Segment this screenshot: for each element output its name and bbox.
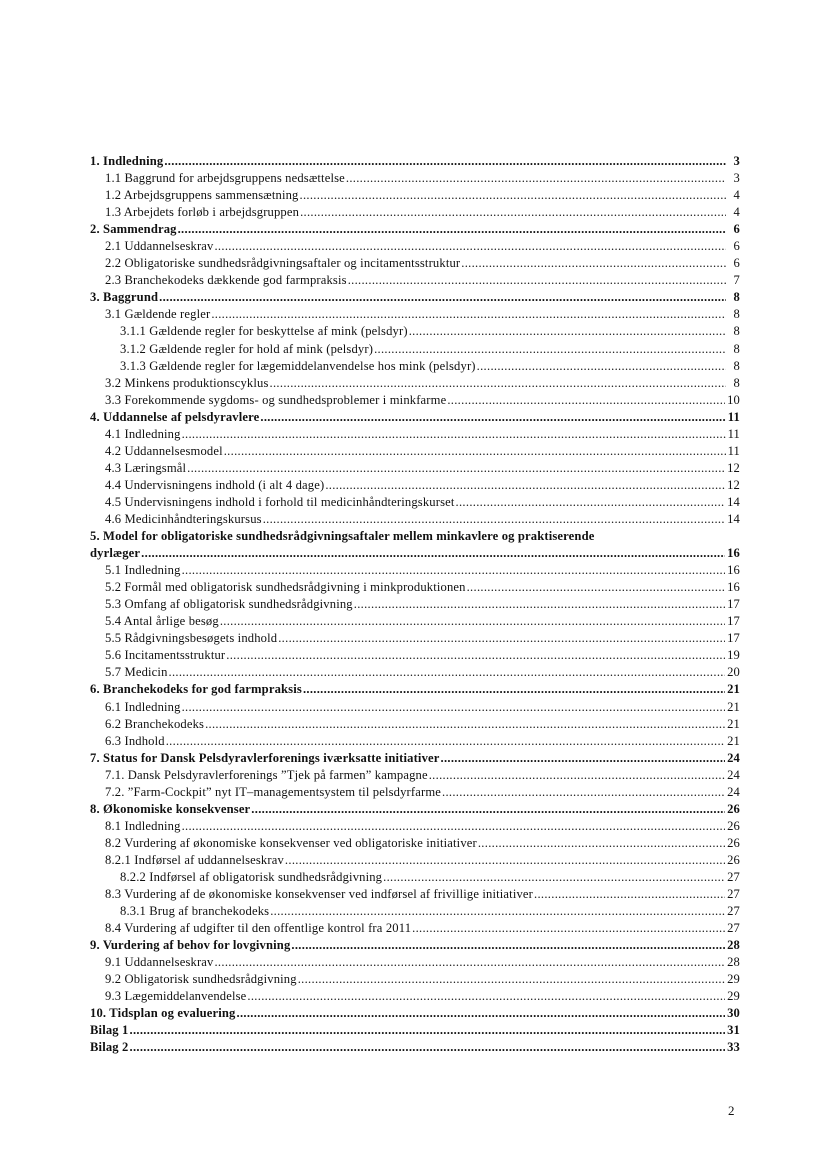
dot-leader [285, 852, 725, 869]
toc-entry[interactable] [90, 494, 740, 511]
toc-entry-page: 21 [727, 699, 740, 714]
toc-entry[interactable] [90, 971, 740, 988]
toc-entry-label: 6.3 Indhold [105, 733, 165, 748]
toc-entry-page: 10 [727, 392, 740, 407]
toc-entry[interactable] [90, 153, 740, 170]
toc-entry-label: 1.3 Arbejdets forløb i arbejdsgruppen [105, 205, 300, 220]
dot-leader [477, 358, 726, 375]
toc-entry-page: 19 [727, 648, 740, 663]
toc-entry-label: 1. Indledning [90, 154, 164, 168]
toc-entry[interactable] [90, 784, 740, 801]
toc-entry-page: 17 [727, 597, 740, 612]
toc-entry-page: 27 [727, 921, 740, 936]
toc-entry[interactable] [90, 426, 740, 443]
toc-entry-page: 6 [733, 222, 740, 237]
toc-entry-label: 6. Branchekodeks for god farmpraksis [90, 682, 302, 697]
toc-entry[interactable] [90, 392, 740, 409]
dot-leader [237, 1005, 726, 1022]
toc-entry-page: 31 [727, 1023, 740, 1038]
dot-leader [251, 801, 725, 818]
toc-entry-label: 5. Model for obligatoriske sundhedsrådgivningsaftaler mellem minkavlere og praktiserende [90, 529, 595, 544]
dot-leader [447, 392, 725, 409]
toc-entry-page: 3 [733, 171, 740, 186]
dot-leader [412, 920, 725, 937]
dot-leader [169, 664, 726, 681]
dot-leader [383, 869, 725, 886]
toc-entry-label: 4.3 Læringsmål [105, 460, 187, 475]
toc-entry-label: 4.6 Medicinhåndteringskursus [105, 511, 262, 526]
toc-entry-page: 24 [727, 767, 740, 782]
toc-entry[interactable] [90, 903, 740, 920]
toc-entry[interactable] [90, 767, 740, 784]
toc-entry-label: 5.4 Antal årlige besøg [105, 614, 219, 629]
toc-entry[interactable] [90, 306, 740, 323]
toc-entry-label: 4.1 Indledning [105, 426, 181, 441]
toc-entry[interactable] [90, 681, 740, 698]
toc-entry-label: 8.3 Vurdering af de økonomiske konsekvenser ved indførsel af frivillige initiativer [105, 887, 533, 902]
toc-entry[interactable] [90, 613, 740, 630]
toc-entry-page: 11 [727, 426, 740, 441]
dot-leader [187, 460, 725, 477]
dot-leader [247, 988, 725, 1005]
toc-entry-continuation[interactable] [90, 545, 740, 562]
toc-entry[interactable] [90, 630, 740, 647]
toc-entry[interactable] [90, 187, 740, 204]
toc-entry-page: 8 [733, 341, 740, 356]
dot-leader [429, 767, 725, 784]
toc-entry-page: 27 [727, 904, 740, 919]
dot-leader [461, 255, 726, 272]
toc-entry-page: 16 [727, 563, 740, 578]
toc-entry[interactable] [90, 699, 740, 716]
table-of-contents [90, 153, 740, 1056]
dot-leader [205, 716, 725, 733]
toc-entry-page: 16 [727, 546, 740, 561]
toc-entry[interactable] [90, 716, 740, 733]
toc-entry[interactable] [90, 733, 740, 750]
toc-entry-page: 4 [733, 205, 740, 220]
toc-entry-page: 27 [727, 887, 740, 902]
dot-leader [456, 494, 726, 511]
toc-entry-page: 21 [727, 733, 740, 748]
toc-entry-label: 10. Tidsplan og evaluering [90, 1006, 236, 1021]
toc-entry[interactable] [90, 664, 740, 681]
toc-entry-label: 4.5 Undervisningens indhold i forhold til medicinhåndteringskurset [105, 494, 455, 509]
dot-leader [214, 954, 725, 971]
toc-entry-page: 26 [727, 818, 740, 833]
dot-leader [224, 443, 726, 460]
toc-entry-page: 8 [733, 324, 740, 339]
toc-entry[interactable] [90, 409, 740, 426]
toc-entry[interactable] [90, 511, 740, 528]
toc-entry-page: 24 [727, 750, 740, 765]
toc-entry-page: 8 [733, 290, 740, 305]
toc-entry-label: 2. Sammendrag [90, 222, 177, 237]
toc-entry-page: 17 [727, 614, 740, 629]
toc-entry[interactable] [90, 1022, 740, 1039]
toc-entry[interactable] [90, 170, 740, 187]
toc-entry-label: 1.1 Baggrund for arbejdsgruppens nedsættelse [105, 171, 345, 186]
toc-entry-page: 30 [727, 1006, 740, 1021]
toc-entry-page: 26 [727, 801, 740, 816]
dot-leader [291, 937, 725, 954]
toc-entry-label: 4. Uddannelse af pelsdyravlere [90, 409, 260, 424]
page-number: 2 [728, 1103, 735, 1118]
toc-entry-page: 7 [733, 273, 740, 288]
dot-leader [300, 187, 727, 204]
toc-entry-label: 5.3 Omfang af obligatorisk sundhedsrådgivning [105, 597, 353, 612]
toc-entry[interactable] [90, 954, 740, 971]
toc-entry-page: 4 [733, 188, 740, 203]
dot-leader [130, 1022, 726, 1039]
dot-leader [214, 238, 726, 255]
toc-entry-label: 6.1 Indledning [105, 699, 181, 714]
dot-leader [348, 272, 726, 289]
toc-entry[interactable] [90, 272, 740, 289]
dot-leader [141, 545, 725, 562]
toc-entry-label: 3.1.2 Gældende regler for hold af mink (pelsdyr) [120, 341, 374, 356]
toc-entry-label: 8.2.1 Indførsel af uddannelseskrav [105, 852, 284, 867]
toc-entry-page: 8 [733, 307, 740, 322]
toc-entry-page: 26 [727, 852, 740, 867]
toc-entry-page: 29 [727, 972, 740, 987]
dot-leader [325, 477, 725, 494]
dot-leader [182, 699, 726, 716]
toc-entry-page: 11 [727, 409, 740, 424]
toc-entry-page: 11 [727, 443, 740, 458]
toc-entry[interactable] [90, 477, 740, 494]
toc-entry[interactable] [90, 596, 740, 613]
dot-leader [166, 733, 725, 750]
toc-entry-label: 7.2. ”Farm-Cockpit” nyt IT–managementsystem til pelsdyrfarme [105, 784, 442, 799]
toc-entry-page: 27 [727, 869, 740, 884]
toc-entry-label: 2.2 Obligatoriske sundhedsrådgivningsaftaler og incitamentsstruktur [105, 256, 461, 271]
toc-entry[interactable] [90, 886, 740, 903]
toc-entry-page: 17 [727, 631, 740, 646]
dot-leader [182, 426, 726, 443]
toc-entry-label: 8.1 Indledning [105, 818, 181, 833]
toc-entry[interactable] [90, 443, 740, 460]
toc-entry-page: 28 [727, 938, 740, 953]
toc-entry-page: 33 [727, 1040, 740, 1055]
dot-leader [298, 971, 725, 988]
toc-entry[interactable] [90, 358, 740, 375]
toc-entry-page: 20 [727, 665, 740, 680]
toc-entry[interactable] [90, 204, 740, 221]
dot-leader [478, 835, 725, 852]
dot-leader [159, 289, 726, 306]
toc-entry-label: 8.2.2 Indførsel af obligatorisk sundhedsrådgivning [120, 869, 383, 884]
toc-entry[interactable] [90, 852, 740, 869]
toc-entry-page: 16 [727, 580, 740, 595]
toc-entry[interactable] [90, 255, 740, 272]
toc-entry-page: 14 [727, 511, 740, 526]
dot-leader [130, 1039, 726, 1056]
toc-entry[interactable] [90, 835, 740, 852]
toc-entry-label: 5.7 Medicin [105, 665, 168, 680]
toc-entry-page: 24 [727, 784, 740, 799]
toc-entry-label: 5.5 Rådgivningsbesøgets indhold [105, 631, 278, 646]
toc-entry-page: 8 [733, 358, 740, 373]
toc-entry[interactable] [90, 579, 740, 596]
toc-entry[interactable] [90, 375, 740, 392]
toc-entry[interactable] [90, 818, 740, 835]
toc-entry-label: 2.3 Branchekodeks dækkende god farmpraksis [105, 273, 347, 288]
toc-entry-label: 9. Vurdering af behov for lovgivning [90, 938, 291, 953]
toc-entry-label: 1.2 Arbejdsgruppens sammensætning [105, 188, 299, 203]
dot-leader [346, 170, 726, 187]
toc-entry-label: dyrlæger [90, 546, 141, 561]
toc-entry[interactable] [90, 937, 740, 954]
toc-entry-label: 3.2 Minkens produktionscyklus [105, 375, 269, 390]
dot-leader [226, 647, 725, 664]
toc-entry-label: 3.1.3 Gældende regler for lægemiddelanvendelse hos mink (pelsdyr) [120, 358, 476, 373]
dot-leader [263, 511, 725, 528]
toc-entry-page: 3 [733, 154, 740, 168]
dot-leader [182, 562, 726, 579]
toc-entry[interactable] [90, 920, 740, 937]
toc-entry-label: 5.6 Incitamentsstruktur [105, 648, 226, 663]
toc-entry[interactable] [90, 750, 740, 767]
toc-entry[interactable] [90, 221, 740, 238]
toc-entry-label: 8.3.1 Brug af branchekodeks [120, 904, 270, 919]
dot-leader [441, 750, 726, 767]
dot-leader [409, 323, 726, 340]
toc-entry-page: 14 [727, 494, 740, 509]
toc-entry-label: 3.1.1 Gældende regler for beskyttelse af mink (pelsdyr) [120, 324, 408, 339]
dot-leader [278, 630, 725, 647]
toc-entry-label: 3.3 Forekommende sygdoms- og sundhedsproblemer i minkfarme [105, 392, 447, 407]
toc-entry-page: 26 [727, 835, 740, 850]
toc-entry[interactable] [90, 562, 740, 579]
toc-entry[interactable] [90, 528, 740, 545]
toc-entry-label: Bilag 1 [90, 1023, 129, 1038]
dot-leader [354, 596, 725, 613]
toc-entry[interactable] [90, 869, 740, 886]
dot-leader [220, 613, 725, 630]
dot-leader [260, 409, 725, 426]
toc-entry-label: 8.2 Vurdering af økonomiske konsekvenser ved obligatoriske initiativer [105, 835, 477, 850]
dot-leader [270, 375, 726, 392]
toc-entry-page: 12 [727, 460, 740, 475]
toc-entry[interactable] [90, 289, 740, 306]
toc-entry-label: 5.1 Indledning [105, 563, 181, 578]
toc-entry-label: 4.4 Undervisningens indhold (i alt 4 dage) [105, 477, 325, 492]
toc-entry-label: 6.2 Branchekodeks [105, 716, 205, 731]
toc-entry[interactable] [90, 238, 740, 255]
dot-leader [300, 204, 726, 221]
toc-entry-label: 4.2 Uddannelsesmodel [105, 443, 223, 458]
toc-entry-page: 6 [733, 256, 740, 271]
dot-leader [303, 681, 725, 698]
toc-entry-page: 12 [727, 477, 740, 492]
dot-leader [182, 818, 726, 835]
dot-leader [534, 886, 725, 903]
toc-entry[interactable] [90, 1039, 740, 1056]
toc-entry-label: 7. Status for Dansk Pelsdyravlerforenings iværksatte initiativer [90, 750, 440, 765]
dot-leader [211, 306, 726, 323]
toc-entry-page: 6 [733, 239, 740, 254]
dot-leader [270, 903, 725, 920]
toc-entry-label: 3. Baggrund [90, 290, 159, 305]
toc-entry-page: 8 [733, 375, 740, 390]
toc-entry-label: Bilag 2 [90, 1040, 129, 1055]
toc-entry[interactable] [90, 460, 740, 477]
dot-leader [442, 784, 725, 801]
toc-entry[interactable] [90, 801, 740, 818]
toc-entry-page: 21 [727, 716, 740, 731]
dot-leader [374, 341, 726, 358]
toc-entry[interactable] [90, 988, 740, 1005]
toc-entry-label: 3.1 Gældende regler [105, 307, 211, 322]
toc-entry-label: 9.3 Lægemiddelanvendelse [105, 989, 247, 1004]
dot-leader [164, 153, 726, 170]
dot-leader [467, 579, 726, 596]
toc-entry-page: 21 [727, 682, 740, 697]
toc-entry-label: 5.2 Formål med obligatorisk sundhedsrådgivning i minkproduktionen [105, 580, 466, 595]
toc-entry[interactable] [90, 341, 740, 358]
toc-entry[interactable] [90, 323, 740, 340]
toc-entry-label: 9.1 Uddannelseskrav [105, 955, 214, 970]
toc-entry-page: 28 [727, 955, 740, 970]
toc-entry-label: 7.1. Dansk Pelsdyravlerforenings ”Tjek på farmen” kampagne [105, 767, 428, 782]
toc-entry-label: 8.4 Vurdering af udgifter til den offentlige kontrol fra 2011 [105, 921, 412, 936]
toc-entry[interactable] [90, 1005, 740, 1022]
toc-entry[interactable] [90, 647, 740, 664]
toc-entry-label: 9.2 Obligatorisk sundhedsrådgivning [105, 972, 297, 987]
toc-entry-label: 2.1 Uddannelseskrav [105, 239, 214, 254]
toc-entry-label: 8. Økonomiske konsekvenser [90, 801, 251, 816]
toc-entry-page: 29 [727, 989, 740, 1004]
dot-leader [178, 221, 726, 238]
